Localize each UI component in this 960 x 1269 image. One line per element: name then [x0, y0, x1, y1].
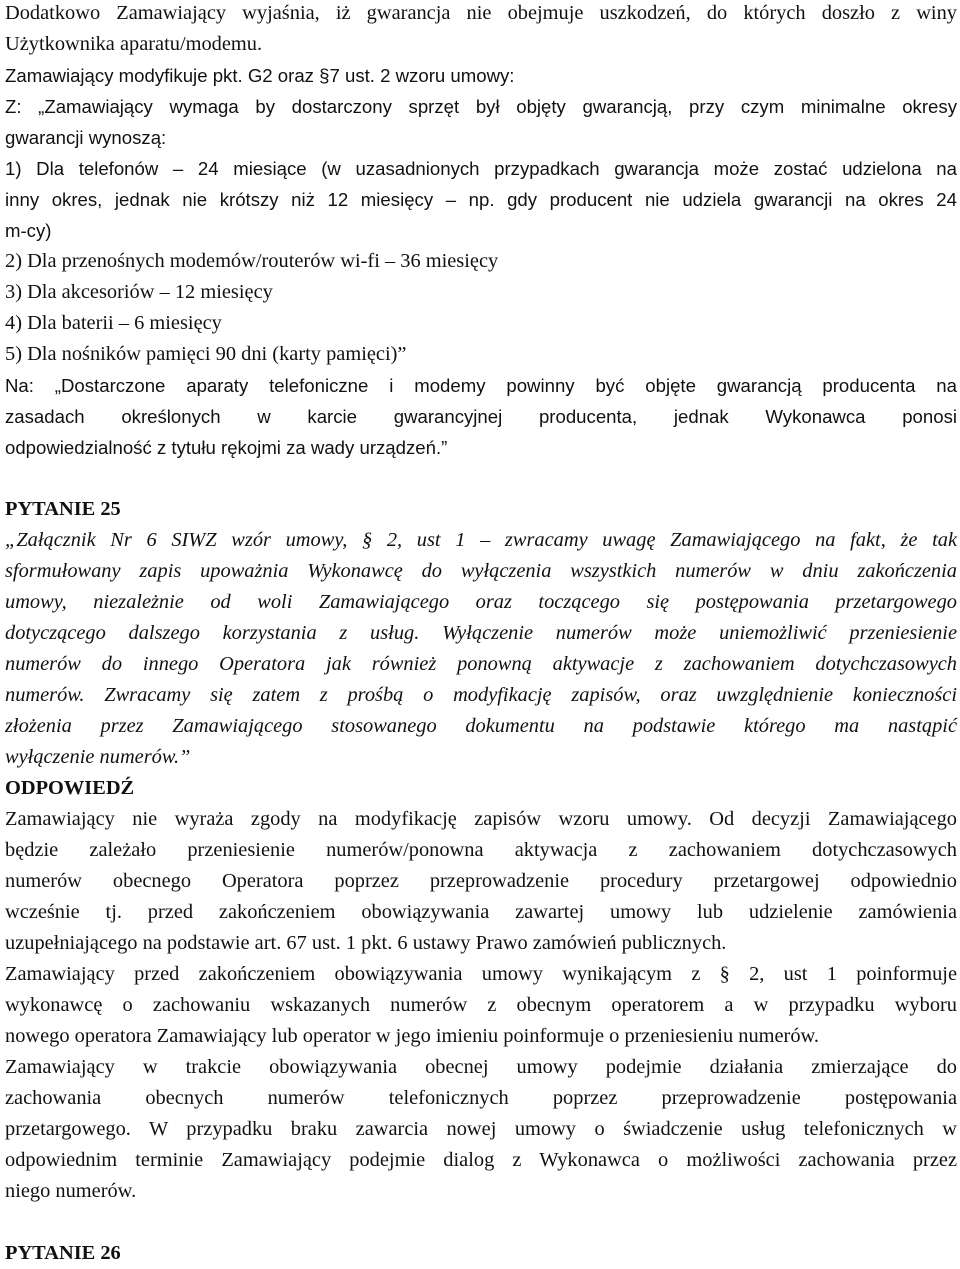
question-heading: PYTANIE 26 [5, 1242, 121, 1264]
question-text-line: „Załącznik Nr 6 SIWZ wzór umowy, § 2, ust 1 – zwracamy uwagę Zamawiającego na fakt, że tak [5, 529, 957, 551]
text-line: Dodatkowo Zamawiający wyjaśnia, iż gwarancja nie obejmuje uszkodzeń, do których doszło z winy [5, 2, 957, 24]
text-line: Na: „Dostarczone aparaty telefoniczne i modemy powinny być objęte gwarancją producenta na [5, 375, 957, 396]
text-line: gwarancji wynoszą: [5, 127, 167, 148]
list-item: 2) Dla przenośnych modemów/routerów wi-fi – 36 miesięcy [5, 250, 499, 272]
text-line: m-cy) [5, 220, 52, 241]
answer-text-line: nowego operatora Zamawiający lub operator w jego imieniu poinformuje o przeniesieniu numerów. [5, 1025, 820, 1047]
question-text-line: sformułowany zapis upoważnia Wykonawcę do wyłączenia wszystkich numerów w dniu zakończenia [5, 560, 957, 582]
text-line: Zamawiający modyfikuje pkt. G2 oraz §7 ust. 2 wzoru umowy: [5, 65, 515, 86]
answer-text-line: będzie zależało przeniesienie numerów/ponowna aktywacja z zachowaniem dotychczasowych [5, 839, 957, 861]
list-item: 4) Dla baterii – 6 miesięcy [5, 312, 222, 334]
answer-text-line: Zamawiający nie wyraża zgody na modyfikację zapisów wzoru umowy. Od decyzji Zamawiającego [5, 808, 957, 830]
answer-text-line: przetargowego. W przypadku braku zawarcia nowej umowy o świadczenie usług telefonicznych w [5, 1118, 957, 1140]
answer-heading: ODPOWIEDŹ [5, 777, 135, 799]
question-text-line: umowy, niezależnie od woli Zamawiającego oraz toczącego się postępowania przetargowego [5, 591, 957, 613]
answer-text-line: uzupełniającego na podstawie art. 67 ust. 1 pkt. 6 ustawy Prawo zamówień publicznych. [5, 932, 727, 954]
text-line: 1) Dla telefonów – 24 miesiące (w uzasadnionych przypadkach gwarancja może zostać udzielona na [5, 158, 957, 179]
text-line: Użytkownika aparatu/modemu. [5, 33, 263, 55]
answer-text-line: Zamawiający przed zakończeniem obowiązywania umowy wynikającym z § 2, ust 1 poinformuje [5, 963, 957, 985]
answer-text-line: zachowania obecnych numerów telefonicznych poprzez przeprowadzenie postępowania [5, 1087, 957, 1109]
list-item: 3) Dla akcesoriów – 12 miesięcy [5, 281, 273, 303]
list-item: 5) Dla nośników pamięci 90 dni (karty pamięci)” [5, 343, 407, 365]
answer-text-line: numerów obecnego Operatora poprzez przeprowadzenie procedury przetargowej odpowiednio [5, 870, 957, 892]
answer-text-line: wykonawcę o zachowaniu wskazanych numerów z obecnym operatorem a w przypadku wyboru [5, 994, 957, 1016]
question-heading: PYTANIE 25 [5, 498, 121, 520]
question-text-line: dotyczącego dalszego korzystania z usług. Wyłączenie numerów może uniemożliwić przeniesienie [5, 622, 957, 644]
question-text-line: wyłączenie numerów.” [5, 746, 191, 768]
question-text-line: numerów do innego Operatora jak również ponowną aktywacje z zachowaniem dotychczasowych [5, 653, 957, 675]
answer-text-line: Zamawiający w trakcie obowiązywania obecnej umowy podejmie działania zmierzające do [5, 1056, 957, 1078]
text-line: Z: „Zamawiający wymaga by dostarczony sprzęt był objęty gwarancją, przy czym minimalne okresy [5, 96, 957, 117]
text-line: odpowiedzialność z tytułu rękojmi za wady urządzeń.” [5, 437, 448, 458]
question-text-line: numerów. Zwracamy się zatem z prośbą o modyfikację zapisów, oraz uwzględnienie konieczności [5, 684, 957, 706]
text-line: inny okres, jednak nie krótszy niż 12 miesięcy – np. gdy producent nie udziela gwarancji na okres 24 [5, 189, 957, 210]
answer-text-line: odpowiednim terminie Zamawiający podejmie dialog z Wykonawca o możliwości zachowania przez [5, 1149, 957, 1171]
question-text-line: złożenia przez Zamawiającego stosowanego dokumentu na podstawie którego ma nastąpić [5, 715, 957, 737]
answer-text-line: wcześnie tj. przed zakończeniem obowiązywania zawartej umowy lub udzielenie zamówienia [5, 901, 957, 923]
text-line: zasadach określonych w karcie gwarancyjnej producenta, jednak Wykonawca ponosi [5, 406, 957, 427]
answer-text-line: niego numerów. [5, 1180, 137, 1202]
